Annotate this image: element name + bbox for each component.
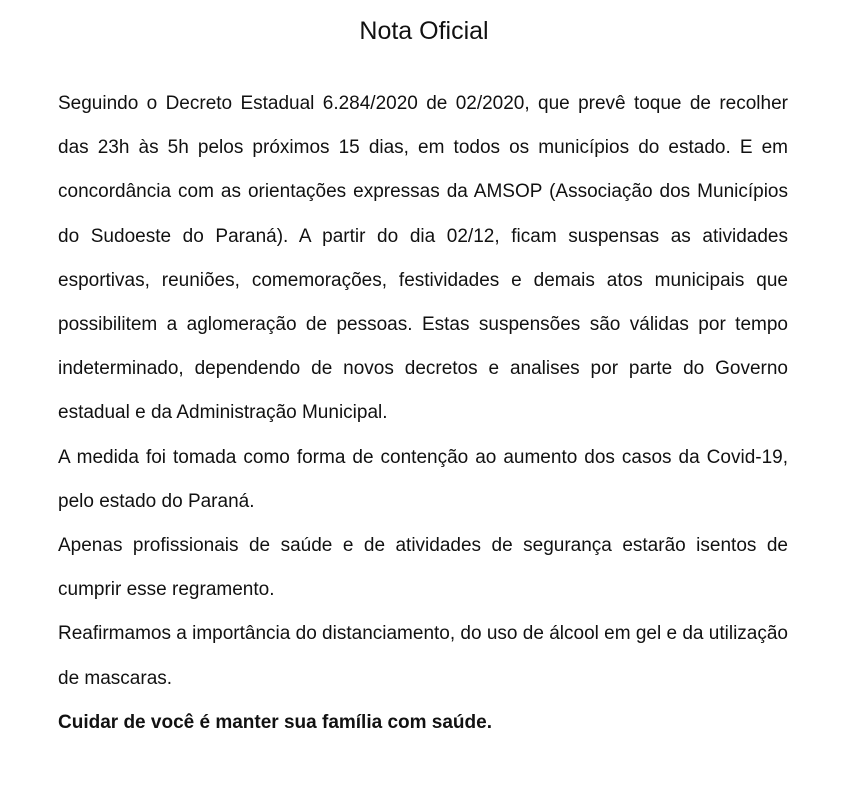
- closing-statement: Cuidar de você é manter sua família com saúde.: [58, 711, 492, 733]
- paragraph-decree: Seguindo o Decreto Estadual 6.284/2020 de 02/2020, que prevê toque de recolher das 23h às 5h pelos próximos 15 dias, em todos os municípios do estado. E em concordância com as orientações expressas da AMSOP (Associação dos Municípios do Sudoeste do Paraná). A partir do dia 02/12, ficam suspensas as atividades esportivas, reuniões, comemorações, festividades e demais atos municipais que possibilitem a aglomeração de pessoas. Estas suspensões são válidas por tempo indeterminado, dependendo de novos decretos e analises por parte do Governo estadual e da Administração Municipal.: [58, 93, 788, 424]
- paragraph-measure: A medida foi tomada como forma de contenção ao aumento dos casos da Covid-19, pelo estado do Paraná.: [58, 446, 788, 512]
- paragraph-reaffirm: Reafirmamos a importância do distanciamento, do uso de álcool em gel e da utilização de mascaras.: [58, 623, 788, 689]
- document-body: [58, 82, 788, 745]
- page-title: Nota Oficial: [359, 17, 489, 45]
- paragraph-exemptions: Apenas profissionais de saúde e de atividades de segurança estarão isentos de cumprir esse regramento.: [58, 535, 788, 601]
